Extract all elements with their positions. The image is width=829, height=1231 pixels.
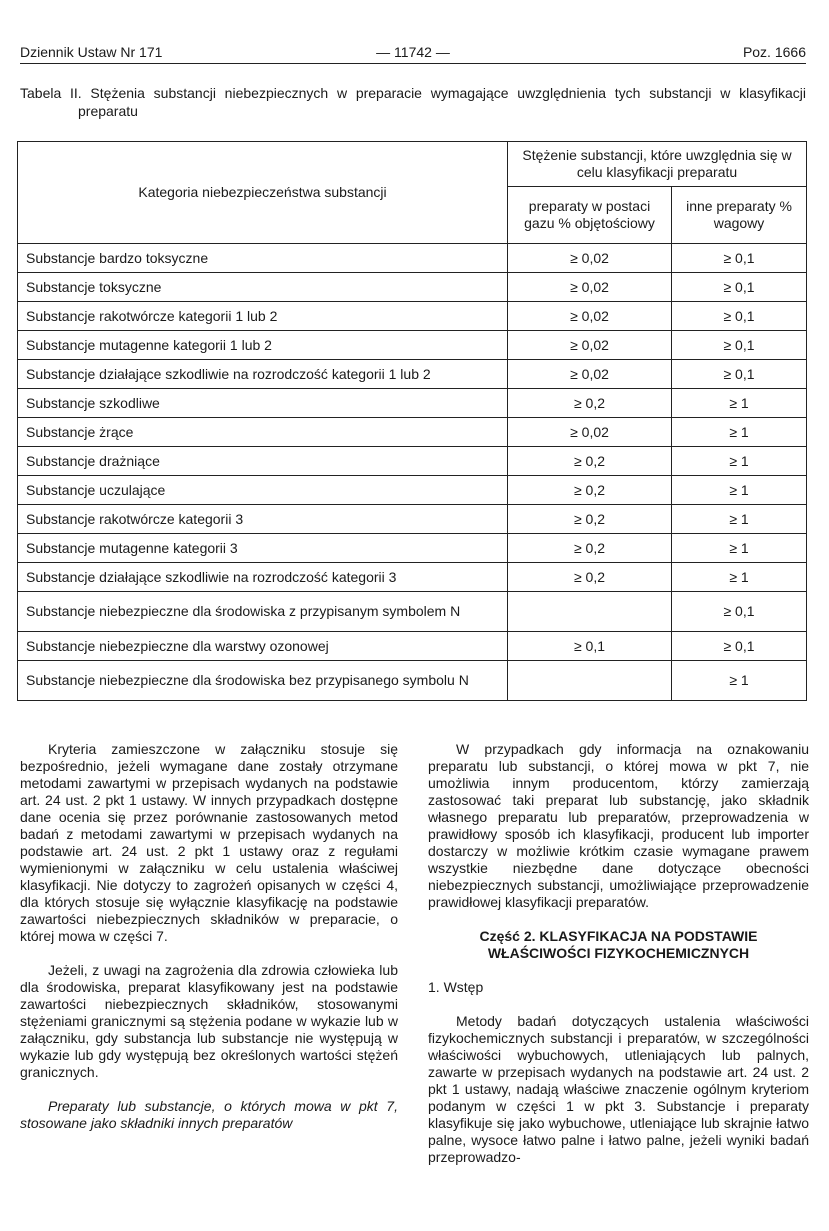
table-row	[18, 534, 807, 563]
cell-other-value: ≥ 0,1	[672, 331, 807, 360]
table-row	[18, 632, 807, 661]
cell-category: Substancje rakotwórcze kategorii 1 lub 2	[18, 302, 508, 331]
cell-other-value: ≥ 0,1	[672, 592, 807, 632]
cell-other-value: ≥ 0,1	[672, 360, 807, 389]
header-divider	[20, 63, 806, 64]
table-row	[18, 302, 807, 331]
table-row	[18, 476, 807, 505]
cell-category: Substancje działające szkodliwie na rozrodczość kategorii 3	[18, 563, 508, 592]
table-row	[18, 331, 807, 360]
cell-category: Substancje żrące	[18, 418, 508, 447]
table-row	[18, 418, 807, 447]
table-row	[18, 360, 807, 389]
cell-other-value: ≥ 1	[672, 476, 807, 505]
cell-gas-value: ≥ 0,02	[508, 331, 672, 360]
cell-category: Substancje niebezpieczne dla środowiska z przypisanym symbolem N	[18, 592, 508, 632]
cell-gas-value: ≥ 0,2	[508, 447, 672, 476]
cell-gas-value: ≥ 0,02	[508, 360, 672, 389]
cell-other-value: ≥ 0,1	[672, 244, 807, 273]
cell-other-value: ≥ 1	[672, 661, 807, 701]
cell-other-value: ≥ 1	[672, 389, 807, 418]
cell-category: Substancje działające szkodliwie na rozrodczość kategorii 1 lub 2	[18, 360, 508, 389]
table-row	[18, 592, 807, 632]
table-row	[18, 563, 807, 592]
cell-category: Substancje bardzo toksyczne	[18, 244, 508, 273]
table-row	[18, 244, 807, 273]
header-other-preparations: inne preparaty % wagowy	[672, 187, 807, 244]
cell-gas-value: ≥ 0,1	[508, 632, 672, 661]
table-row	[18, 273, 807, 302]
table-row	[18, 447, 807, 476]
cell-other-value: ≥ 0,1	[672, 302, 807, 331]
table-caption: Tabela II. Stężenia substancji niebezpiecznych w preparacie wymagające uwzględnienia tych substancji w klasyfikacji preparatu	[20, 85, 806, 119]
right-column	[428, 741, 809, 1166]
cell-other-value: ≥ 1	[672, 563, 807, 592]
table-row	[18, 505, 807, 534]
cell-category: Substancje niebezpieczne dla warstwy ozonowej	[18, 632, 508, 661]
header-concentration-group: Stężenie substancji, które uwzględnia się w celu klasyfikacji preparatu	[508, 142, 807, 187]
subheading-introduction: 1. Wstęp	[428, 979, 484, 995]
cell-category: Substancje mutagenne kategorii 3	[18, 534, 508, 563]
cell-other-value: ≥ 1	[672, 505, 807, 534]
cell-gas-value: ≥ 0,2	[508, 563, 672, 592]
paragraph-labelling: W przypadkach gdy informacja na oznakowaniu preparatu lub substancji, o której mowa w pkt 7, nie umożliwia innym producentom, którzy zamierzają zastosować taki preparat lub substancję, jako składnik własnego preparatu lub preparatów, przeprowadzenia w prawidłowy sposób ich klasyfikacji, producent lub importer dostarczy w możliwie krótkim czasie wymagane prawem wszystkie niezbędne dane dotyczące obecności niebezpiecznych substancji, umożliwiające przeprowadzenie prawidłowej klasyfikacji preparatów.	[428, 741, 809, 910]
cell-category: Substancje uczulające	[18, 476, 508, 505]
paragraph-criteria: Kryteria zamieszczone w załączniku stosuje się bezpośrednio, jeżeli wymagane dane zostały otrzymane metodami zawartymi w przepisach wydanych na podstawie art. 24 ust. 2 pkt 1 ustawy. W innych przypadkach dostępne dane ocenia się przez porównanie zastosowanych metod badań z metodami zawartymi w przepisach wydanych na podstawie art. 24 ust. 2 pkt 1 ustawy oraz z regułami wymienionymi w załączniku w celu ustalenia właściwej klasyfikacji. Nie dotyczy to zagrożeń opisanych w części 4, dla których stosuje się wyłącznie klasyfikację na podstawie zawartości niebezpiecznych składników w preparacie, o której mowa w części 7.	[20, 741, 398, 944]
cell-category: Substancje niebezpieczne dla środowiska bez przypisanego symbolu N	[18, 661, 508, 701]
cell-category: Substancje mutagenne kategorii 1 lub 2	[18, 331, 508, 360]
cell-category: Substancje rakotwórcze kategorii 3	[18, 505, 508, 534]
header-gas-preparations: preparaty w postaci gazu % objętościowy	[508, 187, 672, 244]
cell-other-value: ≥ 0,1	[672, 273, 807, 302]
concentration-table	[17, 141, 807, 701]
left-column	[20, 741, 398, 1132]
cell-gas-value: ≥ 0,02	[508, 244, 672, 273]
journal-name: Dziennik Ustaw Nr 171	[20, 44, 163, 60]
page-header	[20, 44, 806, 62]
position-number: Poz. 1666	[742, 44, 806, 60]
table-row	[18, 389, 807, 418]
cell-category: Substancje drażniące	[18, 447, 508, 476]
cell-gas-value	[508, 592, 672, 632]
table-body	[18, 244, 807, 701]
cell-gas-value: ≥ 0,2	[508, 389, 672, 418]
cell-gas-value: ≥ 0,2	[508, 534, 672, 563]
cell-other-value: ≥ 1	[672, 534, 807, 563]
cell-gas-value: ≥ 0,02	[508, 302, 672, 331]
cell-gas-value: ≥ 0,2	[508, 476, 672, 505]
cell-other-value: ≥ 1	[672, 447, 807, 476]
cell-category: Substancje szkodliwe	[18, 389, 508, 418]
cell-gas-value: ≥ 0,2	[508, 505, 672, 534]
section-title: Część 2. KLASYFIKACJA NA PODSTAWIE WŁAŚCIWOŚCI FIZYKOCHEMICZNYCH	[479, 928, 758, 961]
cell-other-value: ≥ 1	[672, 418, 807, 447]
paragraph-test-methods: Metody badań dotyczących ustalenia właściwości fizykochemicznych substancji i preparatów, w szczególności właściwości wybuchowych, utleniających lub palnych, zawarte w przepisach wydanych na podstawie art. 24 ust. 2 pkt 1 ustawy, nadają właściwe znaczenie ogólnym kryteriom podanym w części 1 w pkt 3. Substancje i preparaty klasyfikuje się jako wybuchowe, utleniające lub skrajnie łatwo palne, wysoce łatwo palne i łatwo palne, jeżeli wyniki badań przeprowadzo-	[428, 1013, 809, 1165]
cell-category: Substancje toksyczne	[18, 273, 508, 302]
cell-gas-value: ≥ 0,02	[508, 418, 672, 447]
cell-gas-value: ≥ 0,02	[508, 273, 672, 302]
cell-other-value: ≥ 0,1	[672, 632, 807, 661]
table-row	[18, 661, 807, 701]
paragraph-concentration-limits: Jeżeli, z uwagi na zagrożenia dla zdrowia człowieka lub dla środowiska, preparat klasyfikowany jest na podstawie zawartości niebezpiecznych składników, stosowanymi stężeniami granicznymi są stężenia podane w wykazie lub w załączniku, gdy substancja lub substancje nie występują w wykazie lub gdy występują bez określonych wartości stężeń granicznych.	[20, 962, 398, 1080]
header-category: Kategoria niebezpieczeństwa substancji	[18, 142, 508, 244]
cell-gas-value	[508, 661, 672, 701]
page-number: — 11742 —	[376, 44, 450, 60]
subheading-preparations-components: Preparaty lub substancje, o których mowa w pkt 7, stosowane jako składniki innych preparatów	[20, 1098, 398, 1131]
